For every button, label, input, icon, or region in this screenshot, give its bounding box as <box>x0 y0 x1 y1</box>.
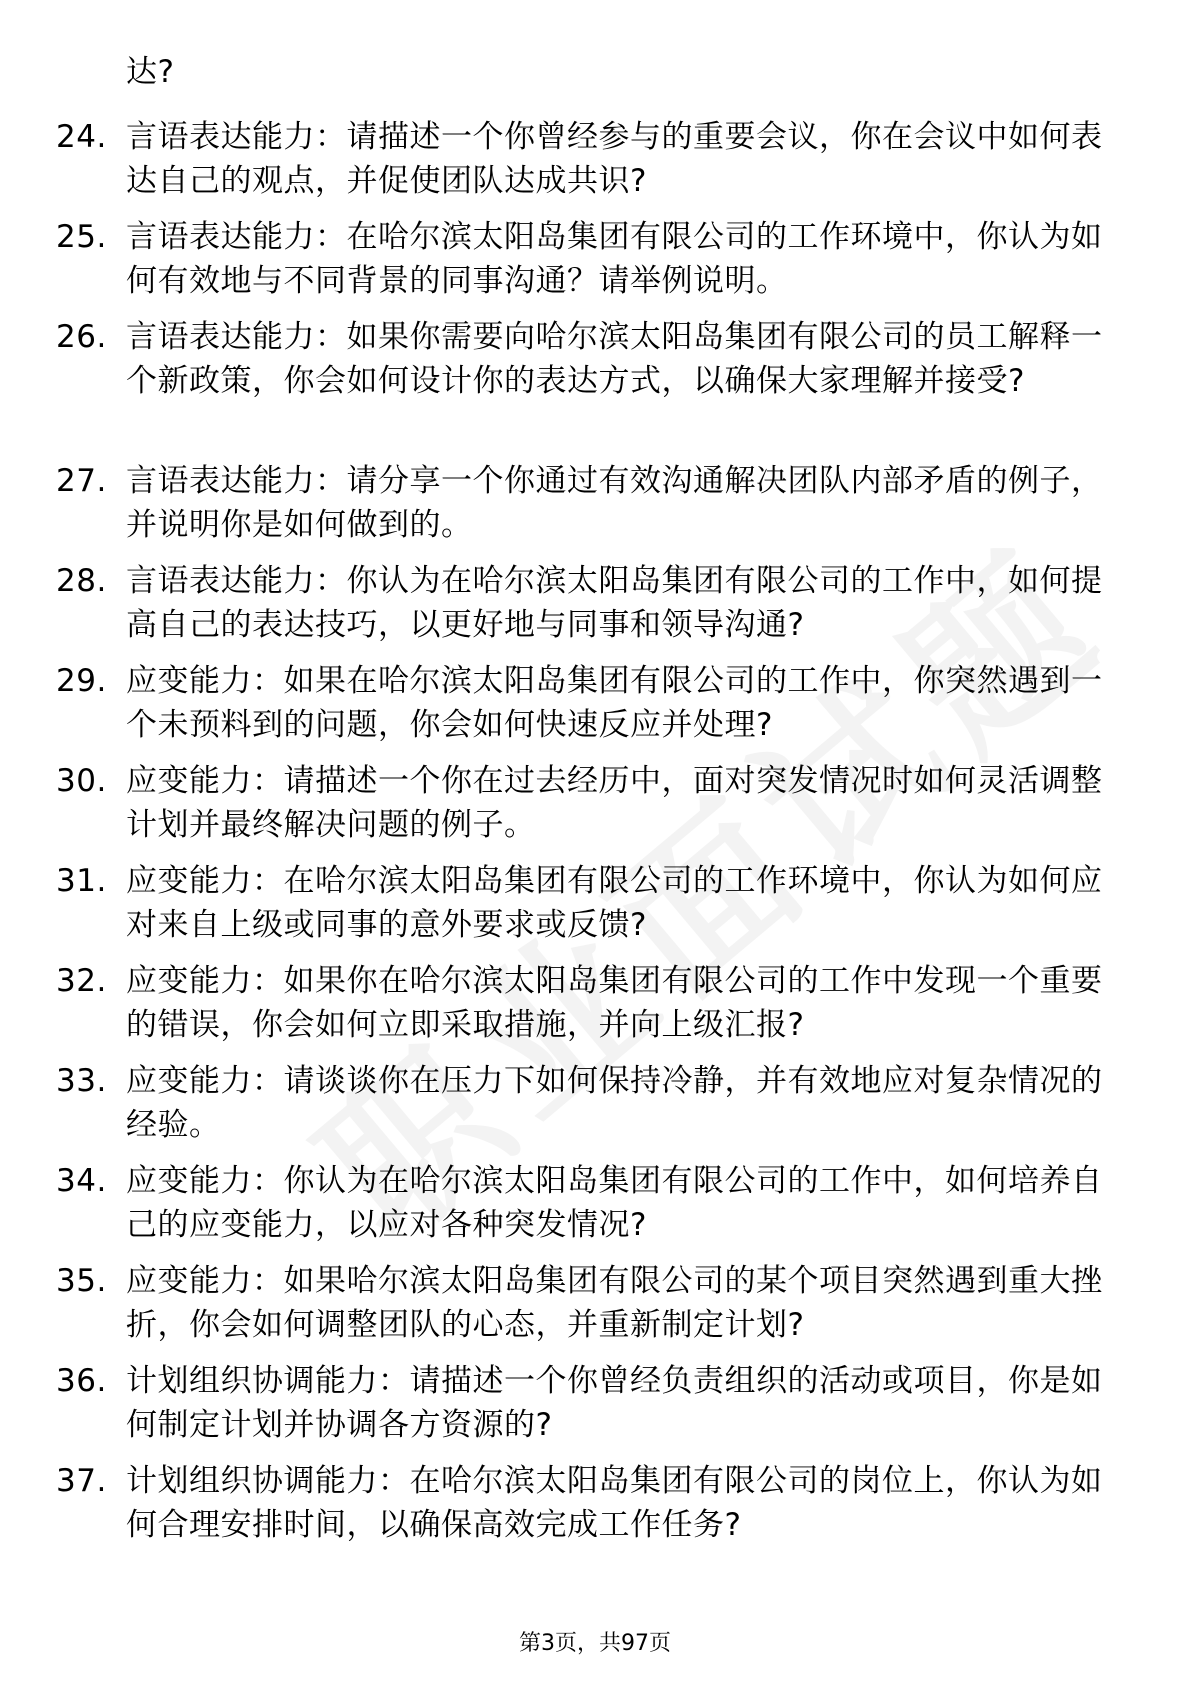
question-number: 34. <box>56 1163 107 1199</box>
question-item <box>0 315 1106 447</box>
question-item <box>0 959 1106 1047</box>
question-text: 言语表达能力：请描述一个你曾经参与的重要会议，你在会议中如何表达自己的观点，并促使团队达成共识? <box>126 119 1103 199</box>
question-text: 应变能力：在哈尔滨太阳岛集团有限公司的工作环境中，你认为如何应对来自上级或同事的意外要求或反馈? <box>126 863 1103 943</box>
question-number: 25. <box>56 219 107 255</box>
question-number: 29. <box>56 663 107 699</box>
question-list <box>0 115 1190 1559</box>
question-item <box>0 1459 1106 1547</box>
question-item <box>0 459 1106 547</box>
question-text: 言语表达能力：你认为在哈尔滨太阳岛集团有限公司的工作中，如何提高自己的表达技巧，以更好地与同事和领导沟通? <box>126 563 1103 643</box>
question-text: 应变能力：请谈谈你在压力下如何保持冷静，并有效地应对复杂情况的经验。 <box>126 1063 1103 1143</box>
question-item <box>0 1259 1106 1347</box>
question-text: 应变能力：请描述一个你在过去经历中，面对突发情况时如何灵活调整计划并最终解决问题的例子。 <box>126 763 1103 843</box>
question-item <box>0 759 1106 847</box>
question-text: 计划组织协调能力：在哈尔滨太阳岛集团有限公司的岗位上，你认为如何合理安排时间，以确保高效完成工作任务? <box>126 1463 1103 1543</box>
question-number: 28. <box>56 563 107 599</box>
question-number: 26. <box>56 319 107 355</box>
page-footer: 第3页，共97页 <box>519 1631 671 1656</box>
question-number: 32. <box>56 963 107 999</box>
question-item <box>0 1059 1106 1147</box>
question-text: 应变能力：如果哈尔滨太阳岛集团有限公司的某个项目突然遇到重大挫折，你会如何调整团队的心态，并重新制定计划? <box>126 1263 1103 1343</box>
question-text: 言语表达能力：如果你需要向哈尔滨太阳岛集团有限公司的员工解释一个新政策，你会如何设计你的表达方式，以确保大家理解并接受? <box>126 319 1103 399</box>
question-text: 应变能力：如果在哈尔滨太阳岛集团有限公司的工作中，你突然遇到一个未预料到的问题，你会如何快速反应并处理? <box>126 663 1103 743</box>
question-number: 35. <box>56 1263 107 1299</box>
question-item <box>0 859 1106 947</box>
question-number: 33. <box>56 1063 107 1099</box>
question-text: 应变能力：你认为在哈尔滨太阳岛集团有限公司的工作中，如何培养自己的应变能力，以应对各种突发情况? <box>126 1163 1103 1243</box>
question-text: 计划组织协调能力：请描述一个你曾经负责组织的活动或项目，你是如何制定计划并协调各方资源的? <box>126 1363 1103 1443</box>
question-item <box>0 1159 1106 1247</box>
question-text: 言语表达能力：请分享一个你通过有效沟通解决团队内部矛盾的例子，并说明你是如何做到的。 <box>126 463 1103 543</box>
question-item <box>0 659 1106 747</box>
continued-text: 达? <box>126 54 175 90</box>
question-number: 27. <box>56 463 107 499</box>
question-number: 24. <box>56 119 107 155</box>
question-item <box>0 559 1106 647</box>
question-text: 言语表达能力：在哈尔滨太阳岛集团有限公司的工作环境中，你认为如何有效地与不同背景的同事沟通？请举例说明。 <box>126 219 1103 299</box>
question-number: 31. <box>56 863 107 899</box>
question-item <box>0 1359 1106 1447</box>
question-item <box>0 215 1106 303</box>
question-text: 应变能力：如果你在哈尔滨太阳岛集团有限公司的工作中发现一个重要的错误，你会如何立即采取措施，并向上级汇报? <box>126 963 1103 1043</box>
question-item <box>0 115 1106 203</box>
question-number: 36. <box>56 1363 107 1399</box>
question-number: 30. <box>56 763 107 799</box>
question-number: 37. <box>56 1463 107 1499</box>
